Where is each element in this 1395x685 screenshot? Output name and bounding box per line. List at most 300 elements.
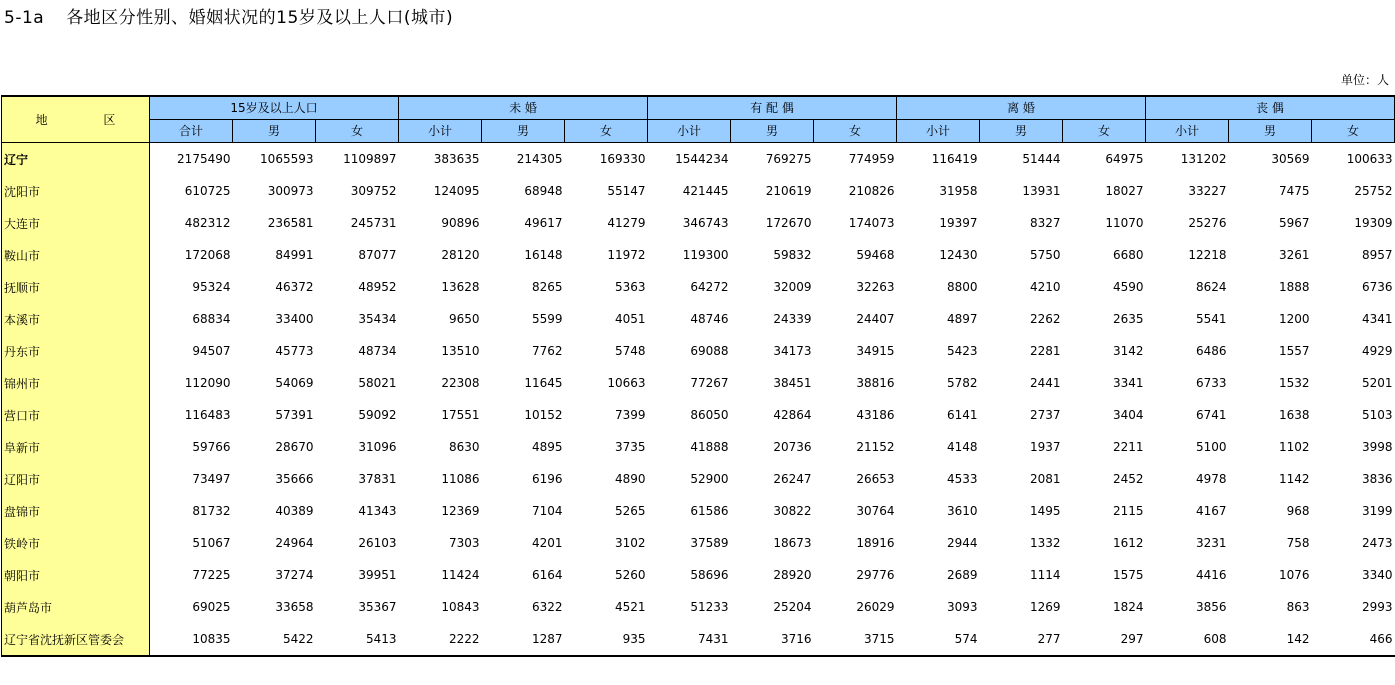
value-cell: 245731 <box>350 216 397 230</box>
value-cell: 48746 <box>690 312 729 326</box>
value-cell: 383635 <box>433 152 480 166</box>
value-cell: 37589 <box>690 536 729 550</box>
group-header-unmarried: 未 婚 <box>399 96 648 120</box>
value-cell: 1888 <box>1278 280 1310 294</box>
value-cell: 35666 <box>275 472 314 486</box>
value-cell: 3199 <box>1361 504 1393 518</box>
value-cell: 466 <box>1312 623 1395 656</box>
value-cell: 3735 <box>614 440 646 454</box>
value-cell: 1076 <box>1278 568 1310 582</box>
value-cell: 24339 <box>773 312 812 326</box>
region-cell: 沈阳市 <box>2 175 150 207</box>
value-cell: 12369 <box>441 504 480 518</box>
value-cell: 8800 <box>946 280 978 294</box>
page-title <box>4 6 453 30</box>
value-cell: 39951 <box>358 568 397 582</box>
value-cell: 30569 <box>1271 152 1310 166</box>
value-cell: 12430 <box>939 248 978 262</box>
value-cell: 42864 <box>773 408 812 422</box>
value-cell: 2993 <box>1361 600 1393 614</box>
value-cell: 7104 <box>531 504 563 518</box>
value-cell: 10663 <box>607 376 646 390</box>
value-cell: 37274 <box>275 568 314 582</box>
value-cell: 2281 <box>1029 344 1061 358</box>
value-cell: 51067 <box>192 536 231 550</box>
value-cell: 3998 <box>1361 440 1393 454</box>
value-cell: 40389 <box>275 504 314 518</box>
region-cell: 辽阳市 <box>2 463 150 495</box>
table-title: 各地区分性别、婚姻状况的15岁及以上人口(城市) <box>66 8 454 28</box>
value-cell: 1532 <box>1278 376 1310 390</box>
value-cell: 1065593 <box>260 152 314 166</box>
region-cell: 鞍山市 <box>2 239 150 271</box>
value-cell: 758 <box>1286 536 1310 550</box>
value-cell: 31096 <box>358 440 397 454</box>
sub-header: 小计 <box>648 120 731 143</box>
value-cell: 4978 <box>1195 472 1227 486</box>
value-cell: 59766 <box>192 440 231 454</box>
value-cell: 28120 <box>441 248 480 262</box>
value-cell: 214305 <box>516 152 563 166</box>
value-cell: 5599 <box>531 312 563 326</box>
header-group-row <box>2 96 1395 120</box>
value-cell: 84991 <box>275 248 314 262</box>
table-row <box>2 591 1395 623</box>
value-cell: 7399 <box>614 408 646 422</box>
value-cell: 3231 <box>1195 536 1227 550</box>
value-cell: 3856 <box>1195 600 1227 614</box>
value-cell: 2441 <box>1029 376 1061 390</box>
sub-header: 男 <box>980 120 1063 143</box>
value-cell: 124095 <box>433 184 480 198</box>
value-cell: 1612 <box>1112 536 1144 550</box>
value-cell: 2452 <box>1112 472 1144 486</box>
table-row <box>2 143 1395 176</box>
value-cell: 1638 <box>1278 408 1310 422</box>
value-cell: 18027 <box>1105 184 1144 198</box>
value-cell: 41343 <box>358 504 397 518</box>
table-code: 5-1a <box>4 8 45 28</box>
value-cell: 112090 <box>184 376 231 390</box>
value-cell: 610725 <box>184 184 231 198</box>
value-cell: 48734 <box>358 344 397 358</box>
value-cell: 7431 <box>648 623 731 656</box>
value-cell: 116483 <box>184 408 231 422</box>
sub-header: 小计 <box>1146 120 1229 143</box>
value-cell: 21152 <box>856 440 895 454</box>
group-header-total: 15岁及以上人口 <box>150 96 399 120</box>
value-cell: 935 <box>565 623 648 656</box>
value-cell: 2262 <box>1029 312 1061 326</box>
table-row <box>2 399 1395 431</box>
table-row <box>2 303 1395 335</box>
value-cell: 30822 <box>773 504 812 518</box>
value-cell: 25204 <box>773 600 812 614</box>
value-cell: 1142 <box>1278 472 1310 486</box>
value-cell: 5422 <box>233 623 316 656</box>
value-cell: 8327 <box>1029 216 1061 230</box>
value-cell: 25752 <box>1354 184 1393 198</box>
value-cell: 1102 <box>1278 440 1310 454</box>
value-cell: 28920 <box>773 568 812 582</box>
value-cell: 6322 <box>531 600 563 614</box>
value-cell: 51233 <box>690 600 729 614</box>
value-cell: 68834 <box>192 312 231 326</box>
value-cell: 81732 <box>192 504 231 518</box>
value-cell: 1114 <box>1029 568 1061 582</box>
region-cell: 营口市 <box>2 399 150 431</box>
value-cell: 608 <box>1146 623 1229 656</box>
value-cell: 3715 <box>814 623 897 656</box>
value-cell: 4521 <box>614 600 646 614</box>
value-cell: 3716 <box>731 623 814 656</box>
table-row <box>2 175 1395 207</box>
sub-header: 男 <box>482 120 565 143</box>
value-cell: 1544234 <box>675 152 729 166</box>
value-cell: 574 <box>897 623 980 656</box>
region-cell: 铁岭市 <box>2 527 150 559</box>
value-cell: 5260 <box>614 568 646 582</box>
value-cell: 142 <box>1229 623 1312 656</box>
value-cell: 100633 <box>1346 152 1393 166</box>
value-cell: 309752 <box>350 184 397 198</box>
value-cell: 5100 <box>1195 440 1227 454</box>
value-cell: 51444 <box>1022 152 1061 166</box>
value-cell: 174073 <box>848 216 895 230</box>
value-cell: 13628 <box>441 280 480 294</box>
region-cell: 大连市 <box>2 207 150 239</box>
value-cell: 69088 <box>690 344 729 358</box>
value-cell: 1824 <box>1112 600 1144 614</box>
value-cell: 6736 <box>1361 280 1393 294</box>
header-sub-row <box>2 120 1395 143</box>
value-cell: 5748 <box>614 344 646 358</box>
sub-header: 女 <box>316 120 399 143</box>
value-cell: 1109897 <box>343 152 397 166</box>
value-cell: 4533 <box>946 472 978 486</box>
region-cell: 锦州市 <box>2 367 150 399</box>
sub-header: 男 <box>233 120 316 143</box>
value-cell: 59092 <box>358 408 397 422</box>
value-cell: 421445 <box>682 184 729 198</box>
value-cell: 1495 <box>1029 504 1061 518</box>
sub-header: 小计 <box>897 120 980 143</box>
table-row <box>2 431 1395 463</box>
value-cell: 77225 <box>192 568 231 582</box>
value-cell: 58021 <box>358 376 397 390</box>
value-cell: 59468 <box>856 248 895 262</box>
value-cell: 172068 <box>184 248 231 262</box>
value-cell: 13931 <box>1022 184 1061 198</box>
value-cell: 769275 <box>765 152 812 166</box>
value-cell: 6164 <box>531 568 563 582</box>
value-cell: 16148 <box>524 248 563 262</box>
value-cell: 2635 <box>1112 312 1144 326</box>
value-cell: 5103 <box>1361 408 1393 422</box>
value-cell: 131202 <box>1180 152 1227 166</box>
value-cell: 10843 <box>441 600 480 614</box>
value-cell: 37831 <box>358 472 397 486</box>
value-cell: 24407 <box>856 312 895 326</box>
value-cell: 210619 <box>765 184 812 198</box>
sub-header: 女 <box>1063 120 1146 143</box>
value-cell: 5750 <box>1029 248 1061 262</box>
value-cell: 17551 <box>441 408 480 422</box>
value-cell: 11645 <box>524 376 563 390</box>
group-header-divorced: 离 婚 <box>897 96 1146 120</box>
value-cell: 11086 <box>441 472 480 486</box>
value-cell: 3261 <box>1278 248 1310 262</box>
value-cell: 22308 <box>441 376 480 390</box>
value-cell: 8630 <box>448 440 480 454</box>
sub-header: 女 <box>814 120 897 143</box>
value-cell: 52900 <box>690 472 729 486</box>
value-cell: 38816 <box>856 376 895 390</box>
value-cell: 90896 <box>441 216 480 230</box>
value-cell: 2222 <box>399 623 482 656</box>
value-cell: 38451 <box>773 376 812 390</box>
value-cell: 30764 <box>856 504 895 518</box>
value-cell: 968 <box>1286 504 1310 518</box>
value-cell: 4167 <box>1195 504 1227 518</box>
value-cell: 4929 <box>1361 344 1393 358</box>
value-cell: 1332 <box>1029 536 1061 550</box>
value-cell: 4210 <box>1029 280 1061 294</box>
region-cell: 抚顺市 <box>2 271 150 303</box>
value-cell: 1557 <box>1278 344 1310 358</box>
value-cell: 29776 <box>856 568 895 582</box>
sub-header: 女 <box>565 120 648 143</box>
value-cell: 4897 <box>946 312 978 326</box>
value-cell: 4201 <box>531 536 563 550</box>
value-cell: 24964 <box>275 536 314 550</box>
sub-header: 小计 <box>399 120 482 143</box>
value-cell: 33227 <box>1188 184 1227 198</box>
value-cell: 863 <box>1286 600 1310 614</box>
value-cell: 12218 <box>1188 248 1227 262</box>
value-cell: 297 <box>1063 623 1146 656</box>
value-cell: 33658 <box>275 600 314 614</box>
table-row <box>2 463 1395 495</box>
value-cell: 5782 <box>946 376 978 390</box>
value-cell: 2115 <box>1112 504 1144 518</box>
value-cell: 77267 <box>690 376 729 390</box>
sub-header: 合计 <box>150 120 233 143</box>
value-cell: 2081 <box>1029 472 1061 486</box>
value-cell: 4895 <box>531 440 563 454</box>
value-cell: 57391 <box>275 408 314 422</box>
table-row <box>2 207 1395 239</box>
value-cell: 2175490 <box>177 152 231 166</box>
value-cell: 3404 <box>1112 408 1144 422</box>
value-cell: 2473 <box>1361 536 1393 550</box>
value-cell: 4890 <box>614 472 646 486</box>
value-cell: 11972 <box>607 248 646 262</box>
value-cell: 3836 <box>1361 472 1393 486</box>
value-cell: 3341 <box>1112 376 1144 390</box>
value-cell: 116419 <box>931 152 978 166</box>
region-cell: 阜新市 <box>2 431 150 463</box>
sub-header: 男 <box>731 120 814 143</box>
value-cell: 34915 <box>856 344 895 358</box>
table-row <box>2 495 1395 527</box>
value-cell: 19397 <box>939 216 978 230</box>
value-cell: 86050 <box>690 408 729 422</box>
value-cell: 49617 <box>524 216 563 230</box>
value-cell: 54069 <box>275 376 314 390</box>
population-table <box>1 95 1395 657</box>
table-row <box>2 527 1395 559</box>
value-cell: 69025 <box>192 600 231 614</box>
value-cell: 9650 <box>448 312 480 326</box>
value-cell: 6741 <box>1195 408 1227 422</box>
value-cell: 13510 <box>441 344 480 358</box>
value-cell: 46372 <box>275 280 314 294</box>
value-cell: 236581 <box>267 216 314 230</box>
value-cell: 3142 <box>1112 344 1144 358</box>
table-row <box>2 335 1395 367</box>
value-cell: 1269 <box>1029 600 1061 614</box>
value-cell: 210826 <box>848 184 895 198</box>
value-cell: 4051 <box>614 312 646 326</box>
value-cell: 6196 <box>531 472 563 486</box>
value-cell: 68948 <box>524 184 563 198</box>
value-cell: 5967 <box>1278 216 1310 230</box>
value-cell: 7762 <box>531 344 563 358</box>
value-cell: 11070 <box>1105 216 1144 230</box>
region-cell: 丹东市 <box>2 335 150 367</box>
value-cell: 73497 <box>192 472 231 486</box>
value-cell: 774959 <box>848 152 895 166</box>
region-column-header: 地 区 <box>2 96 150 143</box>
value-cell: 277 <box>980 623 1063 656</box>
value-cell: 8265 <box>531 280 563 294</box>
value-cell: 1287 <box>482 623 565 656</box>
value-cell: 5363 <box>614 280 646 294</box>
value-cell: 55147 <box>607 184 646 198</box>
value-cell: 26029 <box>856 600 895 614</box>
value-cell: 6733 <box>1195 376 1227 390</box>
sub-header: 男 <box>1229 120 1312 143</box>
value-cell: 5201 <box>1361 376 1393 390</box>
region-cell: 葫芦岛市 <box>2 591 150 623</box>
value-cell: 3340 <box>1361 568 1393 582</box>
value-cell: 28670 <box>275 440 314 454</box>
value-cell: 8624 <box>1195 280 1227 294</box>
value-cell: 20736 <box>773 440 812 454</box>
value-cell: 119300 <box>682 248 729 262</box>
value-cell: 3102 <box>614 536 646 550</box>
value-cell: 94507 <box>192 344 231 358</box>
value-cell: 19309 <box>1354 216 1393 230</box>
table-body <box>2 143 1395 657</box>
value-cell: 32009 <box>773 280 812 294</box>
value-cell: 35367 <box>358 600 397 614</box>
value-cell: 5423 <box>946 344 978 358</box>
value-cell: 41888 <box>690 440 729 454</box>
value-cell: 5541 <box>1195 312 1227 326</box>
value-cell: 95324 <box>192 280 231 294</box>
value-cell: 26247 <box>773 472 812 486</box>
value-cell: 18916 <box>856 536 895 550</box>
value-cell: 2944 <box>946 536 978 550</box>
value-cell: 61586 <box>690 504 729 518</box>
table-row <box>2 623 1395 656</box>
value-cell: 4416 <box>1195 568 1227 582</box>
value-cell: 64975 <box>1105 152 1144 166</box>
value-cell: 3610 <box>946 504 978 518</box>
value-cell: 169330 <box>599 152 646 166</box>
value-cell: 11424 <box>441 568 480 582</box>
group-header-married: 有 配 偶 <box>648 96 897 120</box>
table-row <box>2 559 1395 591</box>
value-cell: 26103 <box>358 536 397 550</box>
value-cell: 1937 <box>1029 440 1061 454</box>
region-cell: 本溪市 <box>2 303 150 335</box>
value-cell: 45773 <box>275 344 314 358</box>
table-row <box>2 367 1395 399</box>
value-cell: 6141 <box>946 408 978 422</box>
value-cell: 35434 <box>358 312 397 326</box>
value-cell: 1200 <box>1278 312 1310 326</box>
region-cell: 辽宁 <box>2 143 150 176</box>
sub-header: 女 <box>1312 120 1395 143</box>
value-cell: 4341 <box>1361 312 1393 326</box>
value-cell: 34173 <box>773 344 812 358</box>
value-cell: 6680 <box>1112 248 1144 262</box>
value-cell: 2211 <box>1112 440 1144 454</box>
value-cell: 18673 <box>773 536 812 550</box>
value-cell: 7475 <box>1278 184 1310 198</box>
value-cell: 300973 <box>267 184 314 198</box>
value-cell: 346743 <box>682 216 729 230</box>
value-cell: 26653 <box>856 472 895 486</box>
value-cell: 10152 <box>524 408 563 422</box>
value-cell: 87077 <box>358 248 397 262</box>
value-cell: 5413 <box>316 623 399 656</box>
value-cell: 32263 <box>856 280 895 294</box>
value-cell: 5265 <box>614 504 646 518</box>
region-cell: 朝阳市 <box>2 559 150 591</box>
value-cell: 8957 <box>1361 248 1393 262</box>
value-cell: 58696 <box>690 568 729 582</box>
value-cell: 172670 <box>765 216 812 230</box>
value-cell: 59832 <box>773 248 812 262</box>
value-cell: 10835 <box>150 623 233 656</box>
value-cell: 1575 <box>1112 568 1144 582</box>
group-header-widowed: 丧 偶 <box>1146 96 1395 120</box>
value-cell: 7303 <box>448 536 480 550</box>
region-cell: 盘锦市 <box>2 495 150 527</box>
value-cell: 31958 <box>939 184 978 198</box>
unit-label: 单位：人 <box>1340 73 1389 87</box>
table-header <box>2 96 1395 143</box>
value-cell: 25276 <box>1188 216 1227 230</box>
value-cell: 3093 <box>946 600 978 614</box>
table-row <box>2 271 1395 303</box>
value-cell: 6486 <box>1195 344 1227 358</box>
value-cell: 48952 <box>358 280 397 294</box>
table-row <box>2 239 1395 271</box>
value-cell: 4148 <box>946 440 978 454</box>
value-cell: 33400 <box>275 312 314 326</box>
region-cell: 辽宁省沈抚新区管委会 <box>2 623 150 656</box>
value-cell: 2737 <box>1029 408 1061 422</box>
value-cell: 64272 <box>690 280 729 294</box>
value-cell: 4590 <box>1112 280 1144 294</box>
value-cell: 482312 <box>184 216 231 230</box>
value-cell: 41279 <box>607 216 646 230</box>
